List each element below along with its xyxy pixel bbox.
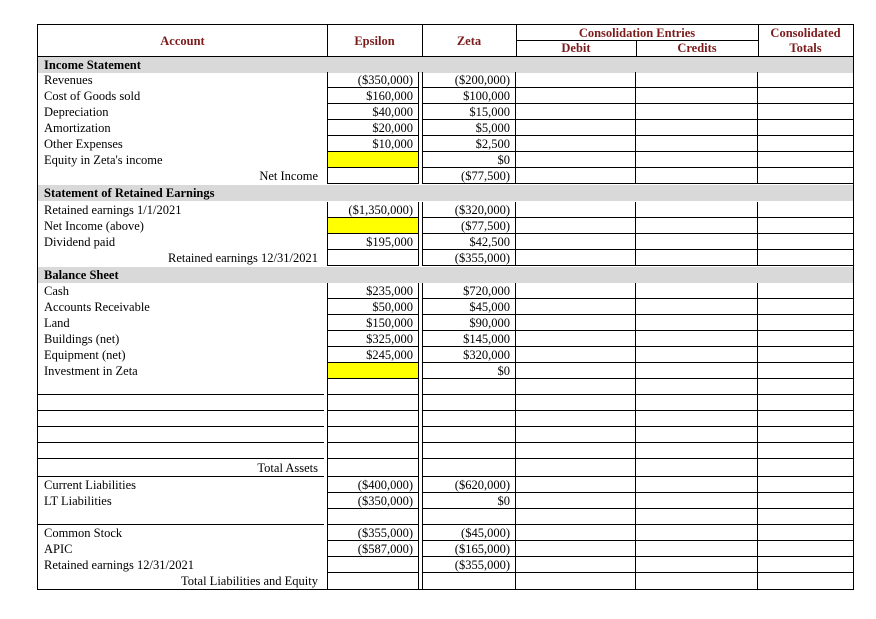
account-label: Equipment (net) — [44, 348, 126, 362]
zeta-cell[interactable]: ($320,000) — [422, 202, 516, 218]
account-label: Common Stock — [44, 526, 123, 540]
table-row — [38, 234, 853, 250]
account-label — [38, 411, 324, 427]
blank-row — [38, 443, 853, 459]
debit-cell[interactable] — [516, 104, 636, 120]
account-label — [38, 443, 324, 459]
zeta-cell[interactable]: $45,000 — [422, 299, 516, 315]
account-label: Net Income (above) — [44, 219, 144, 233]
epsilon-input-highlighted[interactable] — [327, 363, 419, 379]
zeta-cell[interactable]: $2,500 — [422, 136, 516, 152]
consolidated-cell[interactable] — [758, 283, 853, 299]
epsilon-cell[interactable] — [327, 509, 419, 525]
zeta-cell[interactable]: ($77,500) — [422, 218, 516, 234]
account-label: LT Liabilities — [44, 494, 112, 508]
table-row — [38, 493, 853, 509]
consolidated-cell[interactable] — [758, 331, 853, 347]
credit-cell[interactable] — [636, 427, 758, 443]
account-label: Buildings (net) — [44, 332, 120, 346]
epsilon-cell[interactable] — [327, 557, 419, 573]
credit-cell[interactable] — [636, 525, 758, 541]
credits-header: Credits — [677, 41, 717, 55]
net-income-row — [38, 168, 853, 184]
consolidated-header-line2: Totals — [789, 41, 822, 55]
debit-cell[interactable] — [516, 493, 636, 509]
epsilon-cell[interactable]: ($350,000) — [327, 72, 419, 88]
debit-cell[interactable] — [516, 509, 636, 525]
net-income-label: Net Income — [259, 169, 318, 183]
table-row — [38, 120, 853, 136]
zeta-cell[interactable]: $0 — [422, 152, 516, 168]
section-title: Income Statement — [44, 58, 141, 72]
consolidated-cell[interactable] — [758, 573, 853, 589]
zeta-cell[interactable]: $5,000 — [422, 120, 516, 136]
credit-cell[interactable] — [636, 120, 758, 136]
table-row — [38, 347, 853, 363]
debit-cell[interactable] — [516, 250, 636, 266]
consolidated-cell[interactable] — [758, 525, 853, 541]
credit-cell[interactable] — [636, 477, 758, 493]
epsilon-cell[interactable]: $235,000 — [327, 283, 419, 299]
debit-cell[interactable] — [516, 299, 636, 315]
zeta-cell[interactable]: ($77,500) — [422, 168, 516, 184]
table-row — [38, 477, 853, 493]
credit-cell[interactable] — [636, 218, 758, 234]
epsilon-cell[interactable]: $150,000 — [327, 315, 419, 331]
consolidated-cell[interactable] — [758, 202, 853, 218]
credit-cell[interactable] — [636, 72, 758, 88]
epsilon-cell[interactable]: ($400,000) — [327, 477, 419, 493]
consolidated-cell[interactable] — [758, 541, 853, 557]
credit-cell[interactable] — [636, 234, 758, 250]
debit-cell[interactable] — [516, 427, 636, 443]
credit-cell[interactable] — [636, 202, 758, 218]
blank-row — [38, 509, 853, 525]
consolidated-cell[interactable] — [758, 379, 853, 395]
epsilon-cell[interactable]: ($350,000) — [327, 493, 419, 509]
epsilon-cell[interactable] — [327, 459, 419, 477]
account-label — [38, 379, 324, 395]
retained-earnings-section — [38, 185, 853, 201]
credit-cell[interactable] — [636, 395, 758, 411]
debit-cell[interactable] — [516, 459, 636, 477]
consolidated-cell[interactable] — [758, 411, 853, 427]
credit-cell[interactable] — [636, 363, 758, 379]
zeta-cell[interactable]: ($620,000) — [422, 477, 516, 493]
zeta-cell[interactable] — [422, 459, 516, 477]
zeta-cell[interactable] — [422, 573, 516, 589]
credit-cell[interactable] — [636, 509, 758, 525]
account-label: Dividend paid — [44, 235, 116, 249]
zeta-cell[interactable] — [422, 411, 516, 427]
consolidated-cell[interactable] — [758, 459, 853, 477]
table-row — [38, 283, 853, 299]
account-label: Retained earnings 12/31/2021 — [44, 558, 194, 572]
zeta-cell[interactable] — [422, 427, 516, 443]
debit-cell[interactable] — [516, 315, 636, 331]
section-title: Balance Sheet — [44, 268, 119, 282]
credit-cell[interactable] — [636, 299, 758, 315]
account-label: Other Expenses — [44, 137, 123, 151]
credit-cell[interactable] — [636, 168, 758, 184]
account-label: Depreciation — [44, 105, 109, 119]
epsilon-cell[interactable] — [327, 443, 419, 459]
consolidated-cell[interactable] — [758, 218, 853, 234]
epsilon-cell[interactable]: ($1,350,000) — [327, 202, 419, 218]
table-row — [38, 299, 853, 315]
debit-cell[interactable] — [516, 379, 636, 395]
epsilon-header: Epsilon — [354, 34, 395, 48]
zeta-cell[interactable] — [422, 443, 516, 459]
table-row — [38, 152, 853, 168]
credit-cell[interactable] — [636, 459, 758, 477]
credit-cell[interactable] — [636, 88, 758, 104]
credit-cell[interactable] — [636, 250, 758, 266]
income-statement-section — [38, 57, 853, 73]
consolidated-cell[interactable] — [758, 234, 853, 250]
consolidated-cell[interactable] — [758, 347, 853, 363]
debit-cell[interactable] — [516, 234, 636, 250]
zeta-cell[interactable]: ($165,000) — [422, 541, 516, 557]
credit-cell[interactable] — [636, 557, 758, 573]
consolidated-cell[interactable] — [758, 493, 853, 509]
debit-cell[interactable] — [516, 202, 636, 218]
account-label: Cost of Goods sold — [44, 89, 141, 103]
table-row — [38, 72, 853, 88]
consolidated-cell[interactable] — [758, 72, 853, 88]
credit-cell[interactable] — [636, 443, 758, 459]
consolidated-cell[interactable] — [758, 120, 853, 136]
table-row — [38, 541, 853, 557]
debit-cell[interactable] — [516, 557, 636, 573]
account-label: Amortization — [44, 121, 111, 135]
table-row — [38, 363, 853, 379]
account-label — [38, 509, 324, 525]
retained-earnings-end-row — [38, 250, 853, 266]
epsilon-cell[interactable]: $195,000 — [327, 234, 419, 250]
consolidated-cell[interactable] — [758, 443, 853, 459]
credit-cell[interactable] — [636, 541, 758, 557]
epsilon-cell[interactable]: $20,000 — [327, 120, 419, 136]
account-label: Equity in Zeta's income — [44, 153, 163, 167]
epsilon-cell[interactable]: $325,000 — [327, 331, 419, 347]
epsilon-cell[interactable]: ($355,000) — [327, 525, 419, 541]
credit-cell[interactable] — [636, 152, 758, 168]
epsilon-input-highlighted[interactable] — [327, 152, 419, 168]
account-header: Account — [160, 34, 205, 48]
consolidated-cell[interactable] — [758, 427, 853, 443]
debit-cell[interactable] — [516, 347, 636, 363]
debit-cell[interactable] — [516, 136, 636, 152]
zeta-cell[interactable]: ($200,000) — [422, 72, 516, 88]
zeta-cell[interactable]: $0 — [422, 493, 516, 509]
account-label — [38, 427, 324, 443]
debit-cell[interactable] — [516, 411, 636, 427]
zeta-cell[interactable]: $720,000 — [422, 283, 516, 299]
credit-cell[interactable] — [636, 136, 758, 152]
credit-cell[interactable] — [636, 573, 758, 589]
zeta-cell[interactable]: $320,000 — [422, 347, 516, 363]
zeta-cell[interactable] — [422, 379, 516, 395]
account-label: Cash — [44, 284, 69, 298]
retained-earnings-end-label: Retained earnings 12/31/2021 — [168, 251, 318, 265]
credit-cell[interactable] — [636, 347, 758, 363]
epsilon-cell[interactable]: $160,000 — [327, 88, 419, 104]
debit-cell[interactable] — [516, 331, 636, 347]
credit-cell[interactable] — [636, 315, 758, 331]
zeta-cell[interactable]: $0 — [422, 363, 516, 379]
debit-header: Debit — [561, 41, 591, 55]
epsilon-cell[interactable]: $245,000 — [327, 347, 419, 363]
zeta-cell[interactable]: $90,000 — [422, 315, 516, 331]
zeta-cell[interactable] — [422, 395, 516, 411]
zeta-cell[interactable]: ($355,000) — [422, 557, 516, 573]
account-label: Land — [44, 316, 70, 330]
debit-cell[interactable] — [516, 541, 636, 557]
table-row — [38, 104, 853, 120]
epsilon-cell[interactable]: $50,000 — [327, 299, 419, 315]
epsilon-cell[interactable] — [327, 573, 419, 589]
credit-cell[interactable] — [636, 283, 758, 299]
debit-cell[interactable] — [516, 395, 636, 411]
balance-sheet-section — [38, 267, 853, 283]
consolidated-cell[interactable] — [758, 315, 853, 331]
total-assets-row — [38, 459, 853, 477]
consolidated-cell[interactable] — [758, 477, 853, 493]
epsilon-input-highlighted[interactable] — [327, 218, 419, 234]
debit-cell[interactable] — [516, 72, 636, 88]
zeta-cell[interactable]: $15,000 — [422, 104, 516, 120]
zeta-cell[interactable]: ($45,000) — [422, 525, 516, 541]
table-row — [38, 136, 853, 152]
blank-row — [38, 395, 853, 411]
debit-cell[interactable] — [516, 120, 636, 136]
epsilon-cell[interactable] — [327, 427, 419, 443]
blank-row — [38, 379, 853, 395]
account-label: Investment in Zeta — [44, 364, 138, 378]
epsilon-cell[interactable]: $40,000 — [327, 104, 419, 120]
zeta-cell[interactable]: $145,000 — [422, 331, 516, 347]
zeta-cell[interactable] — [422, 509, 516, 525]
credit-cell[interactable] — [636, 379, 758, 395]
total-liabilities-equity-label: Total Liabilities and Equity — [181, 574, 318, 588]
zeta-cell[interactable]: ($355,000) — [422, 250, 516, 266]
epsilon-cell[interactable] — [327, 168, 419, 184]
table-row — [38, 88, 853, 104]
total-liabilities-equity-row — [38, 573, 853, 589]
table-row — [38, 331, 853, 347]
account-label: APIC — [44, 542, 73, 556]
credit-cell[interactable] — [636, 331, 758, 347]
epsilon-cell[interactable] — [327, 379, 419, 395]
consolidated-cell[interactable] — [758, 88, 853, 104]
account-label — [38, 395, 324, 411]
blank-row — [38, 427, 853, 443]
blank-row — [38, 411, 853, 427]
consolidated-cell[interactable] — [758, 168, 853, 184]
header-row — [38, 25, 853, 59]
zeta-header: Zeta — [456, 34, 482, 48]
credit-cell[interactable] — [636, 411, 758, 427]
epsilon-cell[interactable]: $10,000 — [327, 136, 419, 152]
table-row — [38, 525, 853, 541]
debit-cell[interactable] — [516, 168, 636, 184]
debit-cell[interactable] — [516, 283, 636, 299]
consolidated-cell[interactable] — [758, 152, 853, 168]
consolidated-cell[interactable] — [758, 299, 853, 315]
consolidated-cell[interactable] — [758, 557, 853, 573]
debit-cell[interactable] — [516, 152, 636, 168]
table-row — [38, 202, 853, 218]
debit-cell[interactable] — [516, 477, 636, 493]
total-assets-label: Total Assets — [38, 459, 324, 477]
consolidated-cell[interactable] — [758, 509, 853, 525]
zeta-cell[interactable]: $100,000 — [422, 88, 516, 104]
table-row — [38, 218, 853, 234]
table-row — [38, 557, 853, 573]
consolidated-cell[interactable] — [758, 104, 853, 120]
debit-cell[interactable] — [516, 573, 636, 589]
epsilon-cell[interactable] — [327, 395, 419, 411]
consolidated-cell[interactable] — [758, 250, 853, 266]
debit-cell[interactable] — [516, 525, 636, 541]
account-label: Current Liabilities — [44, 478, 136, 492]
table-row — [38, 315, 853, 331]
credit-cell[interactable] — [636, 493, 758, 509]
debit-cell[interactable] — [516, 443, 636, 459]
debit-cell[interactable] — [516, 218, 636, 234]
account-label: Retained earnings 1/1/2021 — [44, 203, 182, 217]
consolidation-entries-header: Consolidation Entries — [578, 26, 696, 40]
consolidated-cell[interactable] — [758, 363, 853, 379]
consolidation-worksheet — [37, 24, 854, 590]
zeta-cell[interactable]: $42,500 — [422, 234, 516, 250]
epsilon-cell[interactable]: ($587,000) — [327, 541, 419, 557]
epsilon-cell[interactable] — [327, 250, 419, 266]
consolidated-cell[interactable] — [758, 136, 853, 152]
account-label: Accounts Receivable — [44, 300, 150, 314]
section-title: Statement of Retained Earnings — [44, 186, 215, 200]
debit-cell[interactable] — [516, 363, 636, 379]
consolidated-cell[interactable] — [758, 395, 853, 411]
credit-cell[interactable] — [636, 104, 758, 120]
epsilon-cell[interactable] — [327, 411, 419, 427]
debit-cell[interactable] — [516, 88, 636, 104]
account-label: Revenues — [44, 73, 93, 87]
consolidated-header-line1: Consolidated — [770, 26, 841, 40]
